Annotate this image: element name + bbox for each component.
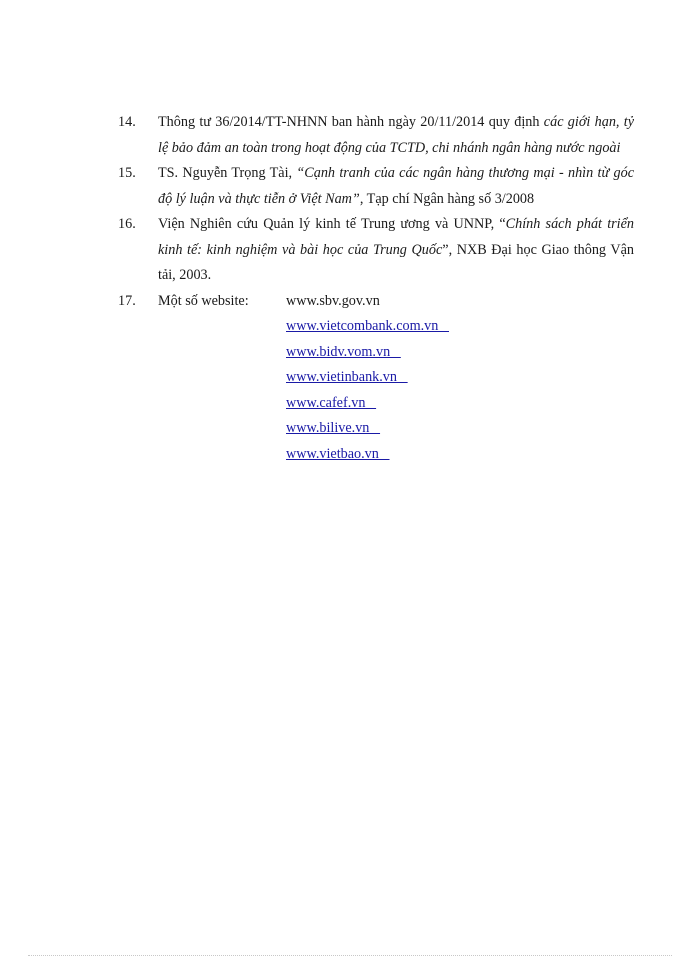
reference-text: Thông tư 36/2014/TT-NHNN ban hành ngày 20/11/2014 quy định các giới hạn, tỷ lệ bảo đảm an toàn trong hoạt động của TCTD, chi nhánh ngân hàng nước ngoài: [158, 114, 634, 156]
list-item: [286, 314, 634, 340]
reference-text: TS. Nguyễn Trọng Tài, “Cạnh tranh của các ngân hàng thương mại - nhìn từ góc độ lý luận và thực tiễn ở Việt Nam”, Tạp chí Ngân hàng số 3/2008: [158, 165, 634, 207]
reference-text: Viện Nghiên cứu Quản lý kinh tế Trung ương và UNNP, “Chính sách phát triển kinh tế: kinh nghiệm và bài học của Trung Quốc”, NXB Đại học Giao thông Vận tải, 2003.: [158, 216, 635, 283]
website-link-bidv[interactable]: www.bidv.vom.vn: [286, 343, 401, 360]
reference-item: [118, 110, 634, 161]
reference-number: 17.: [118, 292, 136, 309]
website-link-list: [286, 314, 634, 467]
reference-number: 16.: [118, 216, 136, 232]
reference-number: 14.: [118, 114, 136, 130]
reference-number: 15.: [118, 165, 136, 181]
list-item: [286, 391, 634, 417]
website-plain: www.sbv.gov.vn: [286, 292, 380, 309]
reference-item: [118, 212, 634, 289]
website-link-cafef[interactable]: www.cafef.vn: [286, 394, 377, 411]
websites-reference: [118, 289, 634, 315]
reference-item: [118, 161, 634, 212]
list-item: [286, 340, 634, 366]
website-link-vietinbank[interactable]: www.vietinbank.vn: [286, 369, 408, 385]
website-link-vietcombank[interactable]: www.vietcombank.com.vn: [286, 318, 449, 334]
reference-list: [118, 110, 634, 467]
page-bottom-divider: [28, 955, 672, 956]
list-item: [286, 416, 634, 442]
website-link-bilive[interactable]: www.bilive.vn: [286, 420, 381, 436]
list-item: [286, 442, 634, 468]
website-link-vietbao[interactable]: www.vietbao.vn: [286, 445, 390, 462]
websites-label: Một số website:: [158, 292, 249, 309]
list-item: [286, 365, 634, 391]
